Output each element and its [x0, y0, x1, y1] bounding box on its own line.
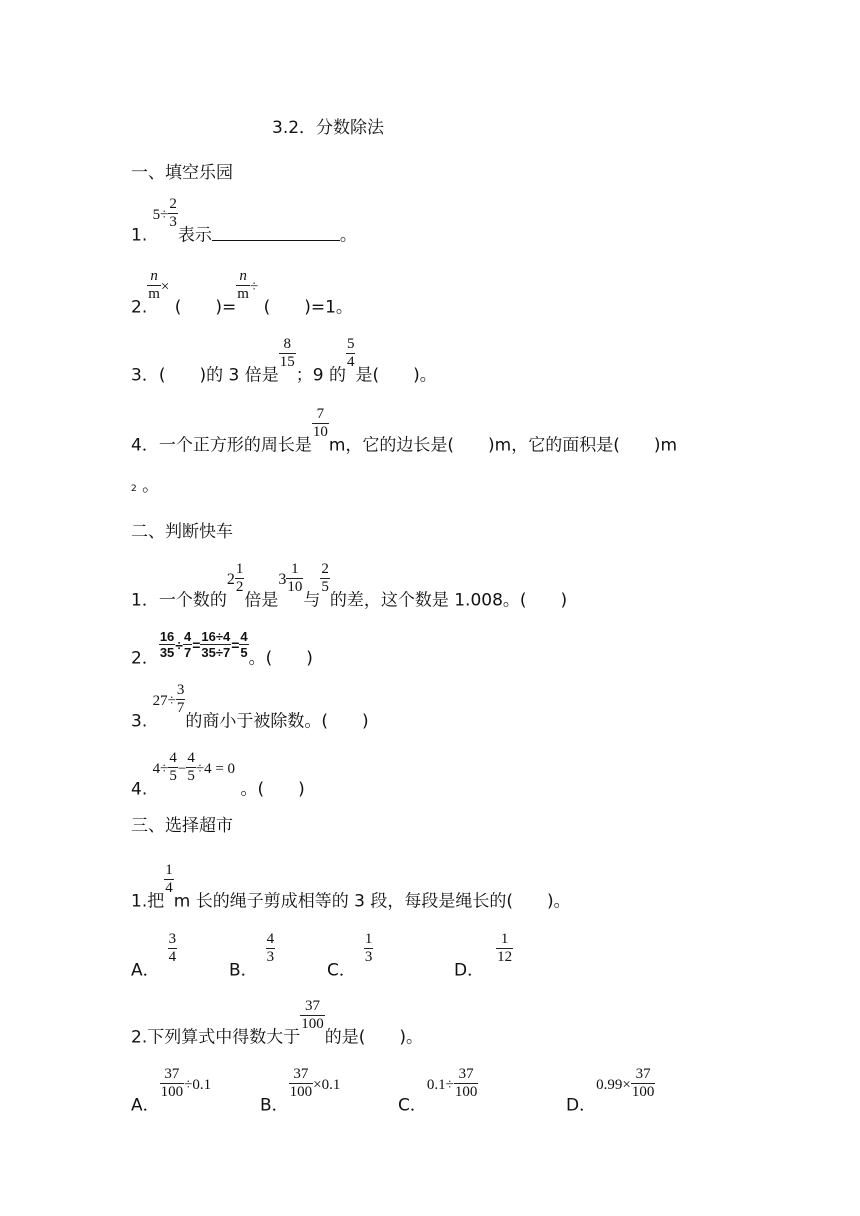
- answer-blank[interactable]: [212, 225, 340, 241]
- s3-q2-option-b[interactable]: B． $\frac{37}{100}$ ×0.1: [260, 1066, 341, 1116]
- s2-question-1: 1．一个数的2 $\frac{1}{2}$ 倍是3 $\frac{1}{10}$ 与 $\frac{2}{5}$ 的差，这个数是 1.008。( ): [131, 561, 568, 611]
- s3-q1-option-d[interactable]: D． $\frac{1}{12}$: [454, 931, 513, 981]
- page-title: 3.2．分数除法: [272, 118, 385, 138]
- s1-question-3: 3．( )的 3 倍是 $\frac{8}{15}$ ；9 的 $\frac{5}{4}$ 是( )。: [131, 336, 437, 386]
- s3-question-2: 2.下列算式中得数大于 $\frac{37}{100}$ 的是( )。: [131, 998, 423, 1048]
- s3-q1-option-b[interactable]: B． $\frac{4}{3}$: [229, 931, 275, 981]
- s3-question-1: 1.把 $\frac{1}{4}$ m 长的绳子剪成相等的 3 段，每段是绳长的( )。: [131, 862, 571, 912]
- section-heading-2: 二、判断快车: [131, 522, 233, 542]
- s3-q2-option-d[interactable]: D．0.99× $\frac{37}{100}$: [566, 1066, 655, 1116]
- s1-question-1: 1. 5÷ $\frac{2}{3}$ 表示 。: [131, 196, 357, 246]
- s1-question-2: 2. $\frac{n}{m}$ × ( )= $\frac{n}{m}$ ÷ ( )=1。: [131, 268, 353, 318]
- s1-question-4: 4．一个正方形的周长是 $\frac{7}{10}$ m，它的边长是( )m，它的面积是( )m: [131, 406, 678, 456]
- s3-q1-option-a[interactable]: A． $\frac{3}{4}$: [131, 931, 177, 981]
- s3-q1-option-c[interactable]: C． $\frac{1}{3}$: [327, 931, 373, 981]
- s1-question-4-cont: 2 。: [131, 476, 160, 496]
- s2-question-3: 3. 27÷ $\frac{3}{7}$ 的商小于被除数。( ): [131, 682, 369, 732]
- s2-question-4: 4. 4÷ $\frac{4}{5}$ − $\frac{4}{5}$ ÷4 = 0 。( ): [131, 750, 305, 800]
- s3-q2-option-a[interactable]: A． $\frac{37}{100}$ ÷0.1: [131, 1066, 212, 1116]
- s2-question-2: 2． $\frac{16}{35}$ ÷ $\frac{4}{7}$ = $\frac{16\div 4}{35\div 7}$ = $\frac{4}{5}$ 。( ): [131, 629, 313, 669]
- section-heading-1: 一、填空乐园: [131, 163, 233, 183]
- s3-q2-option-c[interactable]: C．0.1÷ $\frac{37}{100}$: [398, 1066, 478, 1116]
- section-heading-3: 三、选择超市: [131, 816, 233, 836]
